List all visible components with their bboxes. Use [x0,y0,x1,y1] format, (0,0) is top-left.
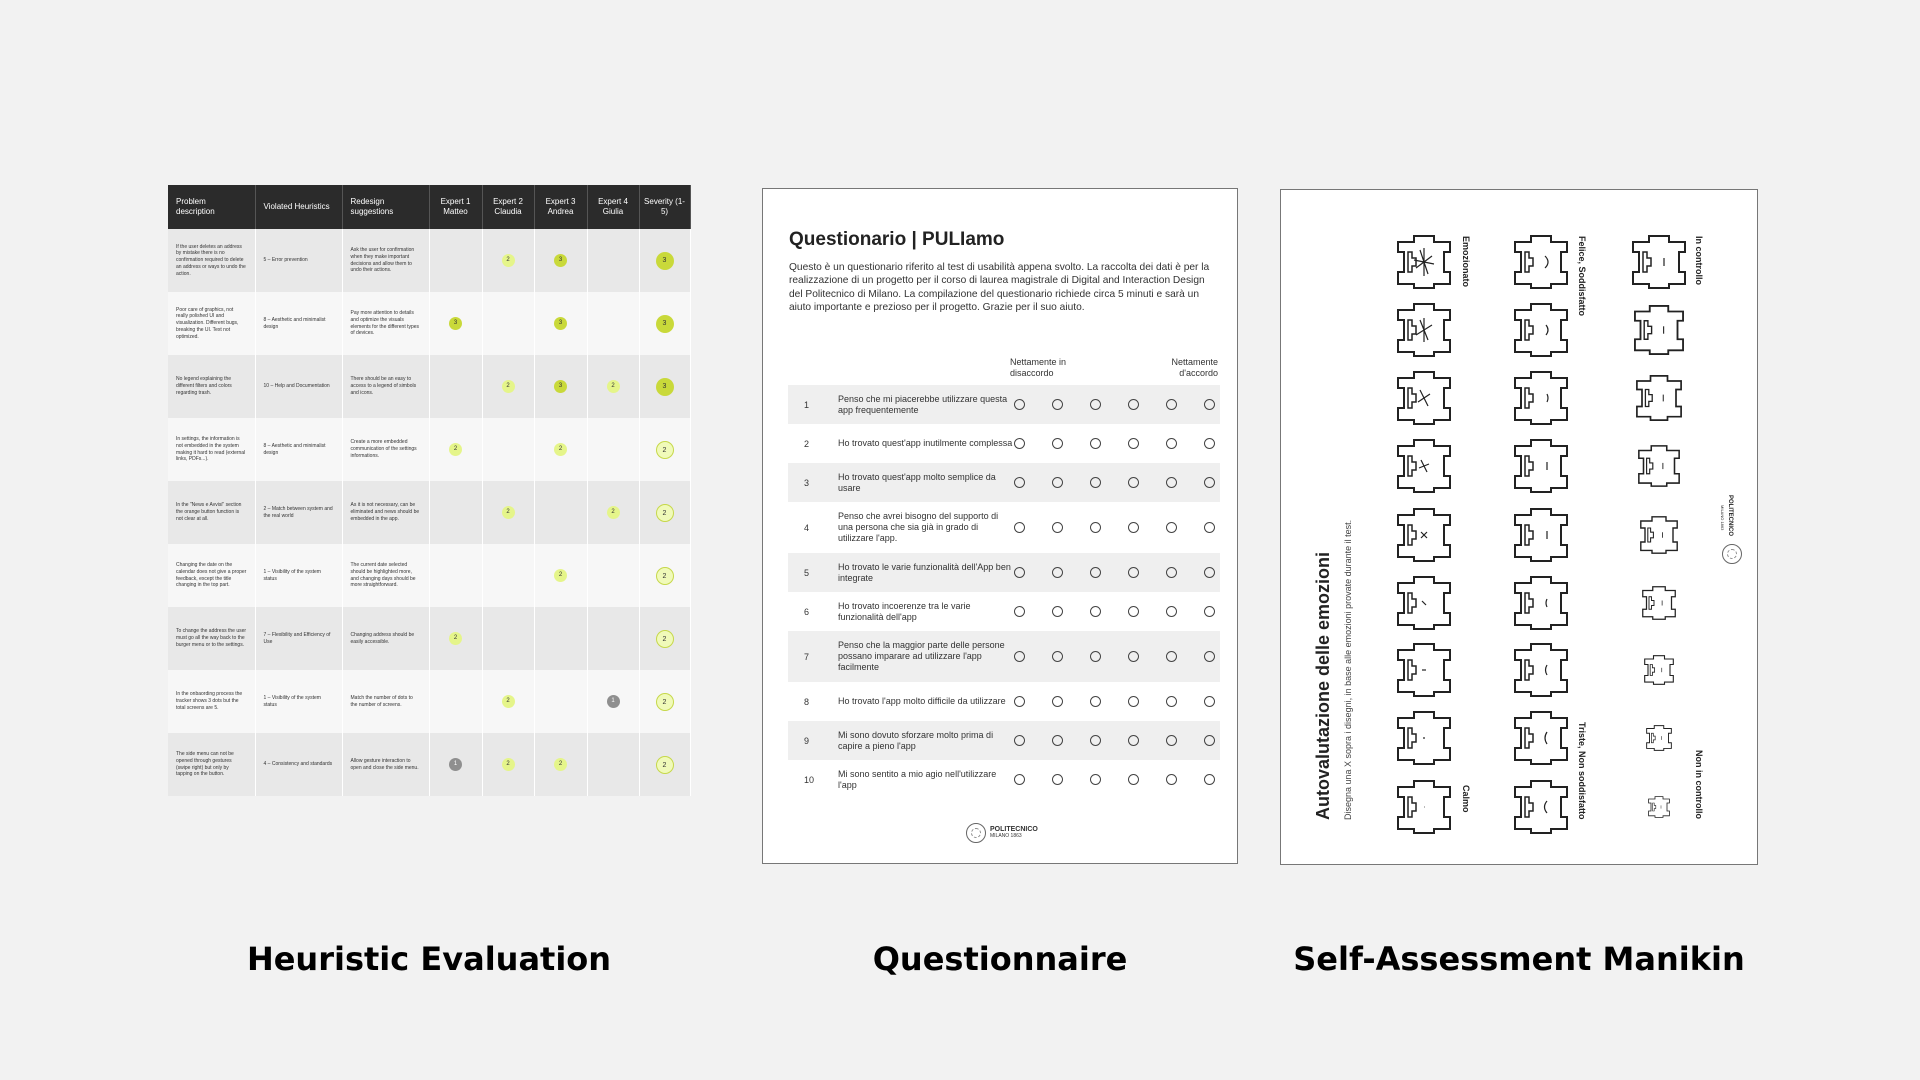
label-in-controllo: In controllo [1694,236,1704,285]
score-badge: 3 [554,380,567,393]
likert-radio[interactable] [1204,651,1215,662]
valence-manikin[interactable] [1515,304,1567,356]
valence-manikin[interactable] [1515,712,1567,764]
questionnaire-intro: Questo è un questionario riferito al test di usabilità appena svolto. La raccolta dei dati è per la realizzazione di un progetto per il corso di laurea magistrale di Digital and Interaction Design del Politecnico di Milano. La compilazione del questionario richiede circa 5 minuti e sarà un aiuto importante e prezioso per il progetto. Grazie per il suo aiuto. [789,262,1210,313]
likert-radio[interactable] [1166,651,1177,662]
likert-radio[interactable] [1128,651,1139,662]
likert-radio[interactable] [1090,735,1101,746]
severity-cell [639,607,690,670]
expert-score-cell [482,544,534,607]
question-number: 3 [804,477,810,488]
expert-score-cell [587,229,639,292]
arousal-manikin[interactable] [1398,236,1450,288]
likert-radio[interactable] [1052,522,1063,533]
column-header: Expert 3 Andrea [534,185,587,229]
severity-badge: 2 [656,441,674,459]
expert-score-cell [429,481,482,544]
expert-score-cell [587,670,639,733]
cell-suggestion: Match the number of dots to the number of screens. [342,670,429,733]
expert-score-cell [429,418,482,481]
expert-score-cell [587,733,639,796]
question-text: Ho trovato quest'app molto semplice da usare [838,471,996,493]
questionnaire-title: Questionario | PULIamo [789,229,1005,250]
score-badge: 2 [449,632,462,645]
dominance-manikin[interactable] [1633,236,1685,288]
questionnaire-caption: Questionnaire [872,940,1128,978]
sam-subtitle: Disegna una X sopra i disegni, in base alle emozioni provate durante il test. [1343,519,1353,820]
severity-badge: 3 [656,315,674,333]
expert-score-cell [429,229,482,292]
severity-cell [639,481,690,544]
valence-manikin[interactable] [1515,372,1567,424]
politecnico-logo [966,823,1038,843]
severity-badge: 2 [656,504,674,522]
expert-score-cell [587,292,639,355]
likert-radio[interactable] [1128,477,1139,488]
likert-radio[interactable] [1052,477,1063,488]
likert-radio[interactable] [1014,567,1025,578]
cell-heuristic: 7 – Flexibility and Efficiency of Use [255,607,342,670]
column-header: Severity (1-5) [639,185,690,229]
column-header: Expert 2 Claudia [482,185,534,229]
valence-manikin[interactable] [1515,577,1567,629]
dominance-manikin[interactable] [1645,656,1674,685]
question-text: Ho trovato incoerenze tra le varie funzionalità dell'app [838,600,971,622]
severity-badge: 2 [656,756,674,774]
table-row [168,355,690,418]
cell-heuristic: 1 – Visibility of the system status [255,544,342,607]
severity-badge: 2 [656,693,674,711]
likert-radio[interactable] [1204,522,1215,533]
expert-score-cell [587,481,639,544]
likert-radio[interactable] [1052,567,1063,578]
seal-icon [966,823,986,843]
table-row [168,292,690,355]
question-number: 10 [804,774,815,785]
likert-radio[interactable] [1014,774,1025,785]
likert-radio[interactable] [1204,567,1215,578]
cell-suggestion: There should be an easy to access to a legend of simbols and icons. [342,355,429,418]
expert-score-cell [482,292,534,355]
arousal-manikin[interactable] [1398,304,1450,356]
sam-seal-icon [1722,544,1742,564]
question-number: 6 [804,606,810,617]
question-text: Penso che avrei bisogno del supporto di una persona che sia già in grado di utilizzare l'app. [838,511,999,543]
expert-score-cell [534,229,587,292]
sam-caption: Self-Assessment Manikin [1293,940,1745,978]
dominance-manikin[interactable] [1635,306,1683,354]
likert-radio[interactable] [1128,399,1139,410]
likert-radio[interactable] [1128,774,1139,785]
expert-score-cell [534,607,587,670]
dominance-manikin[interactable] [1639,446,1679,486]
valence-manikin[interactable] [1515,440,1567,492]
likert-radio[interactable] [1014,522,1025,533]
expert-score-cell [587,607,639,670]
likert-radio[interactable] [1014,438,1025,449]
label-triste: Triste, Non soddisfatto [1577,722,1587,820]
likert-radio[interactable] [1166,567,1177,578]
sam-title: Autovalutazione delle emozioni [1313,551,1333,820]
table-row [168,481,690,544]
dominance-manikin[interactable] [1637,376,1681,420]
question-number: 1 [804,399,810,410]
valence-manikin[interactable] [1515,509,1567,561]
expert-score-cell [587,418,639,481]
arousal-manikin[interactable] [1398,712,1450,764]
likert-radio[interactable] [1090,774,1101,785]
cell-problem: Changing the date on the calendar does not give a proper feedback, except the title changing in the top part. [168,544,255,607]
score-badge: 3 [554,254,567,267]
likert-radio[interactable] [1014,651,1025,662]
expert-score-cell [482,670,534,733]
expert-score-cell [534,355,587,418]
cell-suggestion: The current date selected should be highlighted more, and changing days should be more straightforward. [342,544,429,607]
question-row [788,682,1220,721]
column-header: Expert 4 Giulia [587,185,639,229]
likert-radio[interactable] [1014,399,1025,410]
score-badge: 2 [502,380,515,393]
likert-radio[interactable] [1052,651,1063,662]
cell-heuristic: 4 – Consistency and standards [255,733,342,796]
likert-radio[interactable] [1090,651,1101,662]
likert-radio[interactable] [1204,477,1215,488]
label-non-in-controllo: Non in controllo [1694,750,1704,819]
likert-radio[interactable] [1166,696,1177,707]
table-row [168,544,690,607]
likert-radio[interactable] [1052,606,1063,617]
score-badge: 2 [607,506,620,519]
cell-suggestion: As it is not necessary, can be eliminated and news should be embedded in the app. [342,481,429,544]
expert-score-cell [534,733,587,796]
likert-radio[interactable] [1166,735,1177,746]
cell-heuristic: 8 – Aesthetic and minimalist design [255,418,342,481]
likert-radio[interactable] [1090,477,1101,488]
expert-score-cell [429,544,482,607]
question-number: 2 [804,438,810,449]
label-felice: Felice, Soddisfatto [1577,236,1587,317]
column-header: Redesign suggestions [342,185,429,229]
expert-score-cell [429,607,482,670]
likert-radio[interactable] [1166,606,1177,617]
severity-cell [639,355,690,418]
likert-radio[interactable] [1052,399,1063,410]
expert-score-cell [534,292,587,355]
likert-radio[interactable] [1128,735,1139,746]
likert-radio[interactable] [1204,735,1215,746]
question-text: Penso che mi piacerebbe utilizzare questa app frequentemente [838,393,1008,415]
question-text: Ho trovato le varie funzionalità dell'App ben integrate [838,561,1011,583]
score-badge: 2 [502,758,515,771]
score-badge: 3 [449,317,462,330]
sam-logo-subtext: MILANO 1863 [1720,505,1725,531]
question-row [788,385,1220,424]
question-row [788,592,1220,631]
score-badge: 2 [554,569,567,582]
likert-radio[interactable] [1090,606,1101,617]
arousal-manikin[interactable] [1398,577,1450,629]
table-row [168,670,690,733]
cell-problem: In the onbaording process the tracker shows 3 dots but the total screens are 5. [168,670,255,733]
severity-badge: 2 [656,630,674,648]
question-row [788,424,1220,463]
expert-score-cell [482,607,534,670]
cell-problem: To change the address the user must go all the way back to the burger menu or to the settings. [168,607,255,670]
arousal-manikin[interactable] [1398,644,1450,696]
likert-radio[interactable] [1166,774,1177,785]
likert-radio[interactable] [1166,399,1177,410]
score-badge: 2 [607,380,620,393]
questionnaire-sheet [762,188,1238,864]
expert-score-cell [482,481,534,544]
likert-radio[interactable] [1204,606,1215,617]
severity-cell [639,292,690,355]
likert-radio[interactable] [1090,399,1101,410]
column-header: Problem description [168,185,255,229]
cell-problem: In the "News e Avvisi" section the orange button function is not clear at all. [168,481,255,544]
likert-radio[interactable] [1128,522,1139,533]
valence-manikin[interactable] [1515,644,1567,696]
sam-sheet [1280,189,1758,865]
severity-badge: 3 [656,252,674,270]
score-badge: 2 [502,254,515,267]
table-row [168,229,690,292]
question-text: Ho trovato l'app molto difficile da utilizzare [838,696,1006,707]
label-emozionato: Emozionato [1461,236,1471,287]
question-number: 5 [804,567,810,578]
question-row [788,553,1220,592]
likert-radio[interactable] [1128,696,1139,707]
question-text: Penso che la maggior parte delle persone possano imparare ad utilizzare l'app facilmente [838,640,1005,672]
expert-score-cell [534,418,587,481]
question-list [788,385,1220,799]
sam-logo-text: POLITECNICO [1727,495,1733,537]
likert-radio[interactable] [1052,438,1063,449]
question-number: 9 [804,735,810,746]
cell-suggestion: Allow gesture interaction to open and close the side menu. [342,733,429,796]
score-badge: 2 [502,695,515,708]
valence-manikin[interactable] [1515,781,1567,833]
severity-cell [639,229,690,292]
scale-high-label: Nettamente d'accordo [1171,357,1218,378]
cell-problem: In settings, the information is not embedded in the system making it hard to read (external links, PDFs...). [168,418,255,481]
likert-radio[interactable] [1128,567,1139,578]
likert-radio[interactable] [1014,696,1025,707]
question-text: Ho trovato quest'app inutilmente complessa [838,438,1013,449]
score-badge: 1 [449,758,462,771]
cell-problem: Poor care of graphics, not really polished UI and visualization. Different bugs, breaking the UI. Text not optimized. [168,292,255,355]
table-row [168,418,690,481]
arousal-manikin[interactable] [1398,440,1450,492]
score-badge: 3 [554,317,567,330]
severity-cell [639,544,690,607]
cell-problem: If the user deletes an address by mistake there is no confirmation required to delete an address or ways to undo the action. [168,229,255,292]
arousal-manikin[interactable] [1398,372,1450,424]
cell-suggestion: Changing address should be easily accessible. [342,607,429,670]
likert-radio[interactable] [1090,567,1101,578]
likert-radio[interactable] [1204,399,1215,410]
cell-suggestion: Create a more embedded communication of the settings informations. [342,418,429,481]
heuristic-caption: Heuristic Evaluation [246,940,612,978]
question-row [788,631,1220,682]
dominance-manikin[interactable] [1641,517,1677,553]
question-text: Mi sono sentito a mio agio nell'utilizzare l'app [838,768,997,790]
column-header: Expert 1 Matteo [429,185,482,229]
expert-score-cell [534,481,587,544]
logo-text: POLITECNICO [990,826,1038,834]
severity-cell [639,670,690,733]
dominance-manikin[interactable] [1647,726,1672,751]
expert-score-cell [429,733,482,796]
dominance-manikin[interactable] [1643,587,1676,620]
expert-score-cell [587,355,639,418]
question-number: 8 [804,696,810,707]
dominance-manikin[interactable] [1649,797,1670,818]
severity-cell [639,733,690,796]
question-number: 4 [804,522,810,533]
likert-radio[interactable] [1166,522,1177,533]
score-badge: 2 [554,443,567,456]
score-badge: 2 [554,758,567,771]
cell-heuristic: 10 – Help and Documentation [255,355,342,418]
cell-suggestion: Pay more attention to details and optimize the visuals elements for the different types of devices. [342,292,429,355]
cell-problem: The side menu can not be opened through gestures (swipe right) but only by tapping on the button. [168,733,255,796]
likert-radio[interactable] [1052,696,1063,707]
label-calmo: Calmo [1461,785,1471,813]
cell-heuristic: 1 – Visibility of the system status [255,670,342,733]
likert-radio[interactable] [1014,606,1025,617]
likert-radio[interactable] [1090,696,1101,707]
likert-radio[interactable] [1204,696,1215,707]
question-row [788,721,1220,760]
arousal-manikin[interactable] [1398,509,1450,561]
manikin-figures [1281,190,1758,865]
expert-score-cell [482,733,534,796]
expert-score-cell [429,292,482,355]
likert-radio[interactable] [1014,477,1025,488]
heuristic-evaluation-table [168,185,690,796]
expert-score-cell [534,544,587,607]
arousal-manikin[interactable] [1398,781,1450,833]
likert-radio[interactable] [1090,438,1101,449]
likert-radio[interactable] [1166,477,1177,488]
question-number: 7 [804,651,810,662]
logo-subtext: MILANO 1863 [990,833,1022,840]
cell-suggestion: Ask the user for confirmation when they make important decisions and allow them to undo their actions. [342,229,429,292]
expert-score-cell [587,544,639,607]
score-badge: 2 [449,443,462,456]
expert-score-cell [482,355,534,418]
scale-low-label: Nettamente in disaccordo [1010,357,1067,378]
likert-radio[interactable] [1128,606,1139,617]
expert-score-cell [534,670,587,733]
likert-radio[interactable] [1204,774,1215,785]
likert-radio[interactable] [1014,735,1025,746]
cell-problem: No legend explaining the different filters and colors regarding trash. [168,355,255,418]
question-text: Mi sono dovuto sforzare molto prima di capire a pieno l'app [838,729,994,751]
question-row [788,463,1220,502]
expert-score-cell [429,670,482,733]
likert-radio[interactable] [1204,438,1215,449]
severity-badge: 3 [656,378,674,396]
likert-radio[interactable] [1052,774,1063,785]
table-row [168,607,690,670]
score-badge: 2 [502,506,515,519]
column-header: Violated Heuristics [255,185,342,229]
valence-manikin[interactable] [1515,236,1567,288]
likert-radio[interactable] [1090,522,1101,533]
question-row [788,502,1220,553]
severity-cell [639,418,690,481]
expert-score-cell [429,355,482,418]
expert-score-cell [482,418,534,481]
likert-radio[interactable] [1128,438,1139,449]
cell-heuristic: 8 – Aesthetic and minimalist design [255,292,342,355]
likert-radio[interactable] [1052,735,1063,746]
expert-score-cell [482,229,534,292]
score-badge: 1 [607,695,620,708]
likert-radio[interactable] [1166,438,1177,449]
cell-heuristic: 5 – Error prevention [255,229,342,292]
question-row [788,760,1220,799]
severity-badge: 2 [656,567,674,585]
table-row [168,733,690,796]
cell-heuristic: 2 – Match between system and the real world [255,481,342,544]
